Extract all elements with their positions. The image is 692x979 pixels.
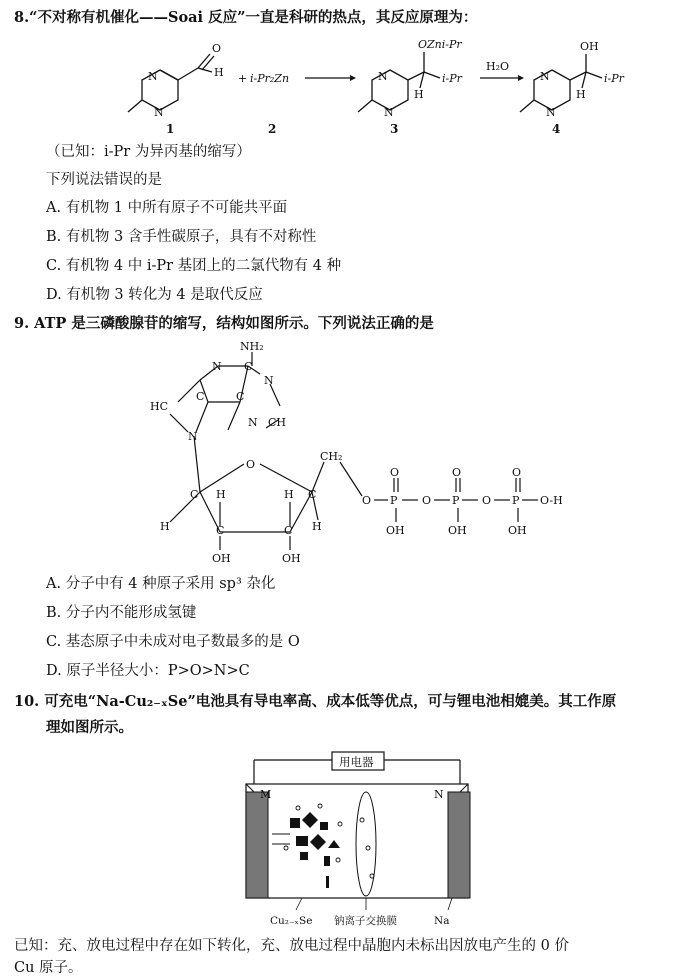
compound-1-structure [128,54,214,112]
load-label: 用电器 [339,755,374,769]
q8-option-a: A. 有机物 1 中所有原子不可能共平面 [46,200,288,216]
atp-c7: C [284,524,293,537]
compound-3-n-top: N [378,70,388,83]
atp-p2-oh: OH [448,524,467,537]
atp-h3: H [160,520,170,533]
atp-c5: C [308,488,317,501]
q8-note: （已知：i-Pr 为异丙基的缩写） [46,144,251,160]
atp-nh2: NH₂ [240,340,264,353]
atp-ch: CH [268,416,287,429]
atp-o3: O [482,494,492,507]
atp-p1-o: O [390,466,400,479]
label-m: M [260,788,272,801]
atp-p2: P [452,494,460,507]
atp-oh2: OH [282,552,301,565]
compound-1-n-top: N [148,70,158,83]
atp-c6: C [216,524,225,537]
atp-ring-o: O [246,458,256,471]
plus-sign: + [238,72,248,85]
atp-p1: P [390,494,398,507]
compound-3-structure [358,52,440,112]
electrolytic-cell [246,784,468,898]
compound-4-oh: OH [580,40,599,53]
q8-option-c: C. 有机物 4 中 i-Pr 基团上的二氯代物有 4 种 [46,258,342,274]
atp-p1-oh: OH [386,524,405,537]
q8-option-b: B. 有机物 3 含手性碳原子，具有不对称性 [46,229,317,245]
compound-4-h: H [576,88,586,101]
atp-oh-right: O-H [540,494,563,507]
label-n: N [434,788,444,801]
compound-3-h: H [414,88,424,101]
electrode-m [246,792,268,898]
atp-h1: H [216,488,226,501]
q8-stem: 8.“不对称有机催化——Soai 反应”一直是科研的热点，其反应原理为： [14,9,478,26]
q9-option-b: B. 分子内不能形成氢键 [46,605,197,621]
reaction-arrow-1-head [350,75,356,81]
q10-known-line2: Cu 原子。 [14,960,83,976]
atp-n2: N [264,374,274,387]
q10-stem-line1: 10. 可充电“Na-Cu₂₋ₓSe”电池具有导电率高、成本低等优点，可与锂电池相媲美。其工作原 [14,693,617,710]
reaction-arrow-2-head [518,75,524,81]
atp-c3: C [236,390,245,403]
water-reagent: H₂O [486,60,510,73]
reagent-2: i-Pr₂Zn [250,72,290,85]
label-anode: Na [434,915,450,927]
atp-o2: O [422,494,432,507]
atp-o1: O [362,494,372,507]
label-cathode: Cu₂₋ₓSe [270,915,313,927]
atp-h4: H [312,520,322,533]
q8-option-d: D. 有机物 3 转化为 4 是取代反应 [46,287,263,303]
q8-ask: 下列说法错误的是 [46,172,162,188]
label-membrane: 钠离子交换膜 [334,915,397,927]
compound-4-n-bottom: N [546,106,556,119]
compound-4-structure [520,54,602,112]
atp-structure [140,336,580,568]
atp-c4: C [190,488,199,501]
compound-4-n-top: N [540,70,550,83]
label-compound-2: 2 [268,122,277,136]
atp-oh1: OH [212,552,231,565]
q9-option-a: A. 分子中有 4 种原子采用 sp³ 杂化 [46,576,276,592]
compound-4-ipr: i-Pr [604,72,624,85]
compound-1-aldehyde-o: O [212,42,222,55]
label-compound-1: 1 [166,122,175,136]
atp-p2-o: O [452,466,462,479]
compound-3-ipr: i-Pr [442,72,462,85]
compound-1-aldehyde-h: H [214,66,224,79]
label-compound-3: 3 [390,122,399,136]
atp-p3: P [512,494,520,507]
atp-p3-o: O [512,466,522,479]
atp-c1: C [244,360,253,373]
atp-n3: N [248,416,258,429]
electrode-n [448,792,470,898]
compound-3-n-bottom: N [384,106,394,119]
q9-stem: 9. ATP 是三磷酸腺苷的缩写，结构如图所示。下列说法正确的是 [14,315,434,332]
atp-c2: C [196,390,205,403]
q9-option-d: D. 原子半径大小：P>O>N>C [46,663,250,679]
compound-3-ozn: OZni-Pr [418,38,462,51]
soai-reaction-scheme [100,30,660,138]
atp-h2: H [284,488,294,501]
q10-stem-line2: 理如图所示。 [46,719,133,736]
q9-option-c: C. 基态原子中未成对电子数最多的是 O [46,634,300,650]
atp-p3-oh: OH [508,524,527,537]
q10-known-line1: 已知：充、放电过程中存在如下转化，充、放电过程中晶胞内未标出因放电产生的 0 价 [14,938,569,954]
atp-ch2: CH₂ [320,450,343,463]
atp-n1: N [212,360,222,373]
atp-hc: HC [150,400,169,413]
atp-n4: N [188,430,198,443]
label-compound-4: 4 [552,122,561,136]
battery-diagram [238,748,478,930]
compound-1-n-bottom: N [154,106,164,119]
